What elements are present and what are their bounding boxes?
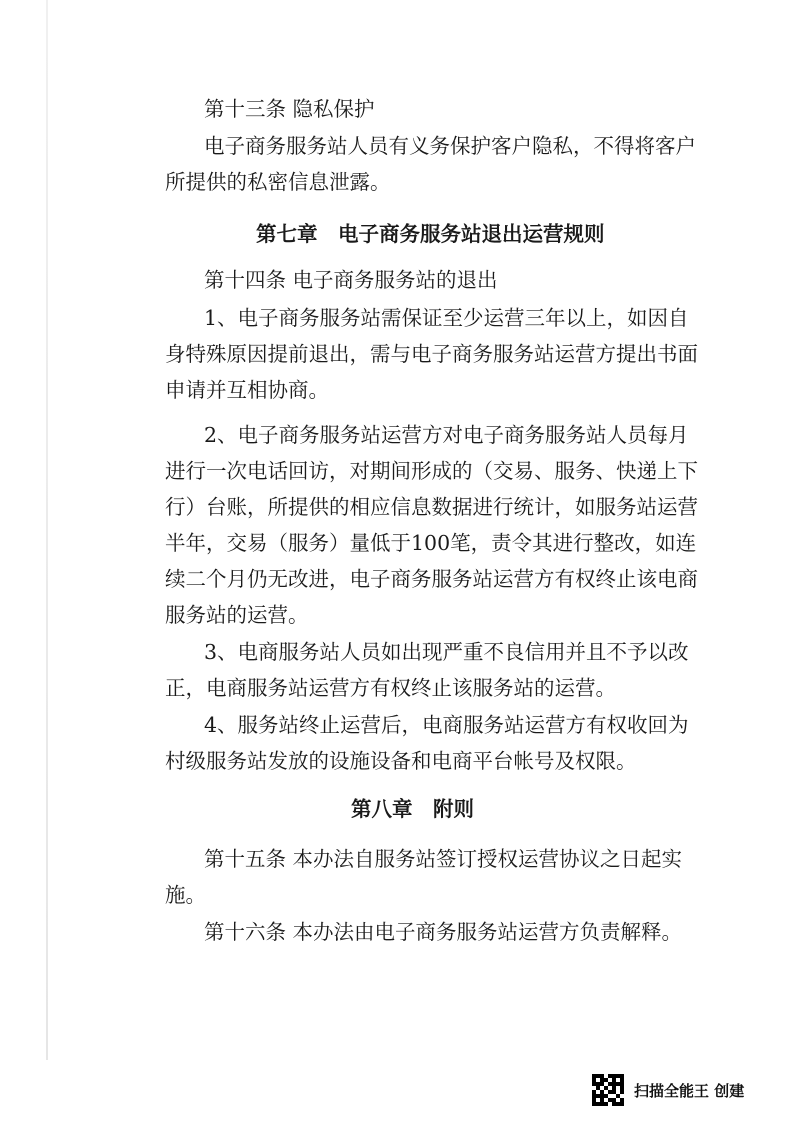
scanner-watermark <box>592 1073 772 1107</box>
article14-item2-line-3: 行）台账，所提供的相应信息数据进行统计，如服务站运营 <box>165 495 698 519</box>
article15-line-2: 施。 <box>165 883 206 907</box>
article14-title: 第十四条 电子商务服务站的退出 <box>204 268 498 292</box>
article14-item2-line-6: 服务站的运营。 <box>165 603 309 627</box>
article14-item2-line-4: 半年，交易（服务）量低于100笔，责令其进行整改，如连 <box>165 531 697 555</box>
chapter7-heading: 第七章 电子商务服务站退出运营规则 <box>256 222 605 246</box>
article15-line-1: 第十五条 本办法自服务站签订授权运营协议之日起实 <box>204 847 683 871</box>
qr-code-icon <box>592 1074 624 1106</box>
article14-item3-line-2: 正，电商服务站运营方有权终止该服务站的运营。 <box>165 676 616 700</box>
scan-edge-shadow <box>46 0 48 1060</box>
article14-item1-line-2: 身特殊原因提前退出，需与电子商务服务站运营方提出书面 <box>165 342 698 366</box>
article14-item1-line-1: 1、电子商务服务站需保证至少运营三年以上，如因自 <box>204 306 689 330</box>
article16-line-1: 第十六条 本办法由电子商务服务站运营方负责解释。 <box>204 920 683 944</box>
article14-item1-line-3: 申请并互相协商。 <box>165 378 329 402</box>
article14-item2-line-2: 进行一次电话回访，对期间形成的（交易、服务、快递上下 <box>165 459 698 483</box>
article14-item4-line-1: 4、服务站终止运营后，电商服务站运营方有权收回为 <box>204 713 689 737</box>
article14-item3-line-1: 3、电商服务站人员如出现严重不良信用并且不予以改 <box>204 640 689 664</box>
article14-item4-line-2: 村级服务站发放的设施设备和电商平台帐号及权限。 <box>165 749 637 773</box>
article14-item2-line-1: 2、电子商务服务站运营方对电子商务服务站人员每月 <box>204 423 689 447</box>
chapter8-heading: 第八章 附则 <box>351 797 474 821</box>
article13-line-1: 电子商务服务站人员有义务保护客户隐私，不得将客户 <box>204 134 696 158</box>
article13-line-2: 所提供的私密信息泄露。 <box>165 170 391 194</box>
watermark-text: 扫描全能王 创建 <box>634 1081 745 1100</box>
article13-title: 第十三条 隐私保护 <box>204 97 375 121</box>
article14-item2-line-5: 续二个月仍无改进，电子商务服务站运营方有权终止该电商 <box>165 567 698 591</box>
